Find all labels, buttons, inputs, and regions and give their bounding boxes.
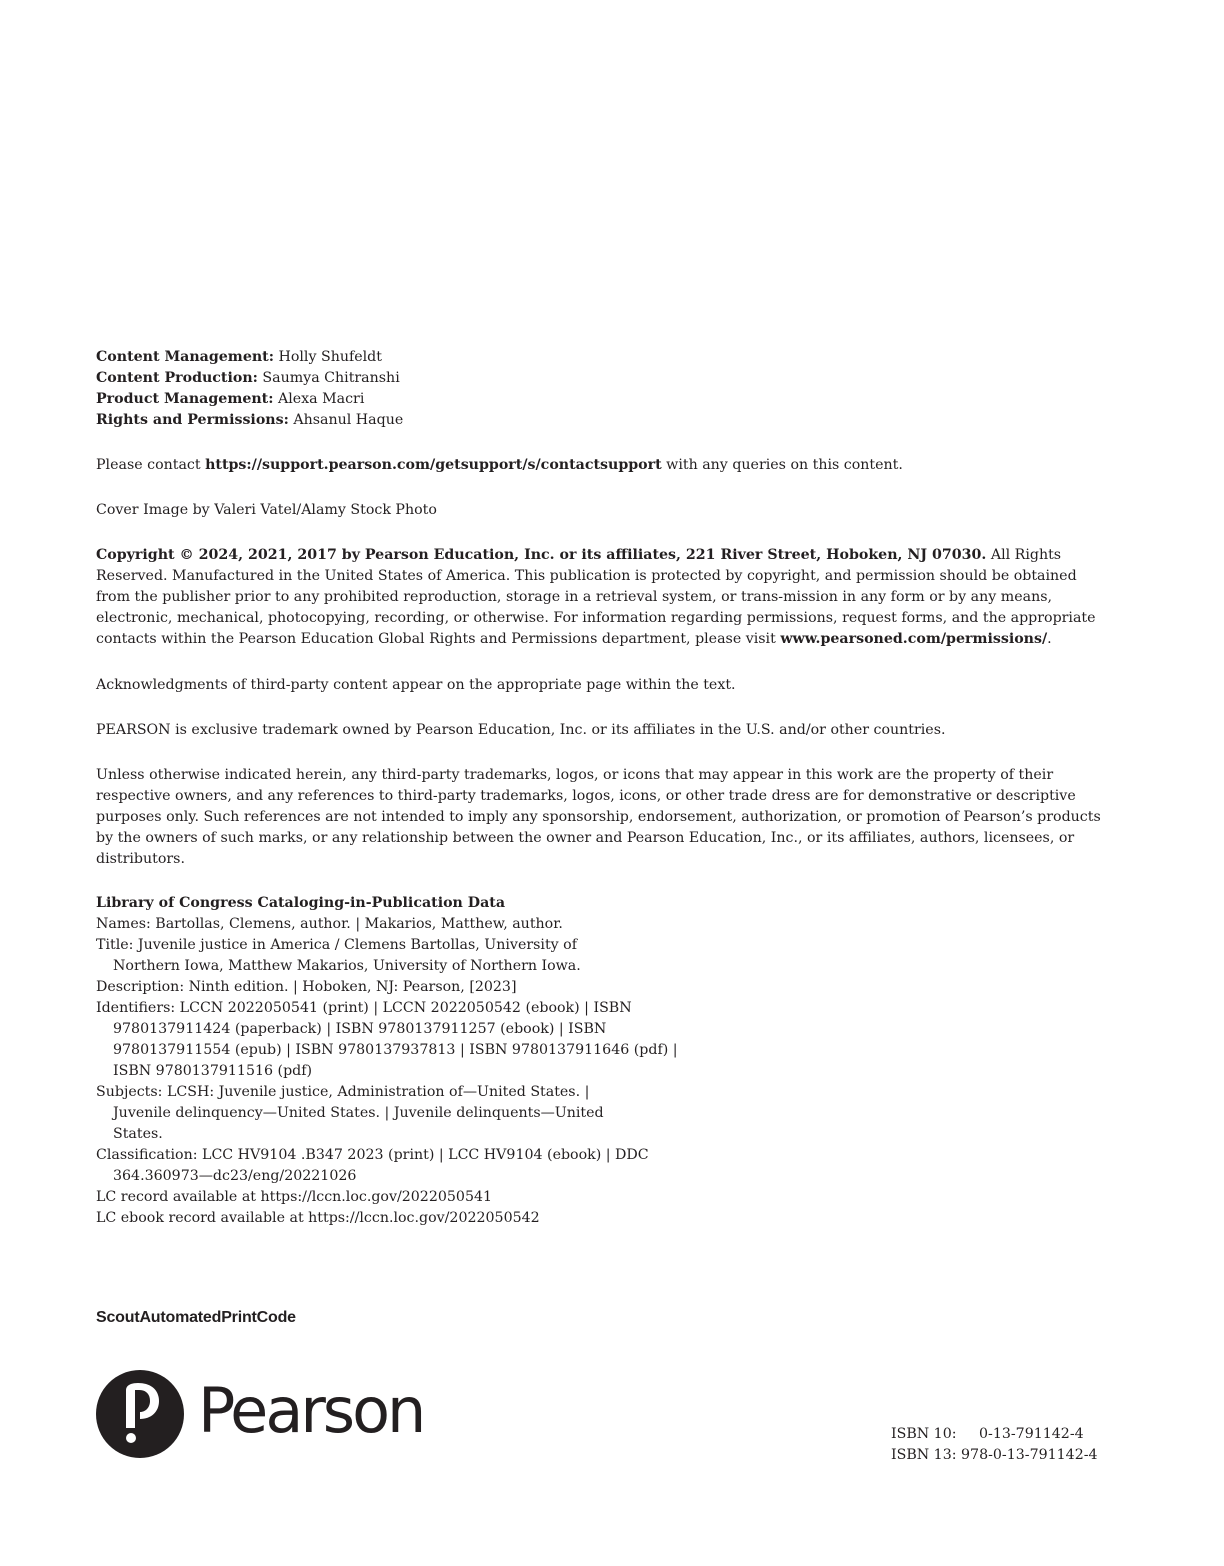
acknowledgments-paragraph: Acknowledgments of third-party content appear on the appropriate page within the text. xyxy=(96,677,736,693)
pearson-logo xyxy=(96,1366,426,1462)
isbn-block xyxy=(891,1424,1098,1466)
cip-line: LC record available at https://lccn.loc.gov/2022050541 xyxy=(96,1189,493,1205)
print-code: ScoutAutomatedPrintCode xyxy=(96,1309,296,1326)
cip-line: Description: Ninth edition. | Hoboken, NJ: Pearson, [2023] xyxy=(96,979,517,995)
cover-image-credit: Cover Image by Valeri Vatel/Alamy Stock Photo xyxy=(96,502,437,518)
support-link[interactable]: https://support.pearson.com/getsupport/s/contactsupport xyxy=(205,457,662,473)
cip-line: Names: Bartollas, Clemens, author. | Makarios, Matthew, author. xyxy=(96,916,563,932)
cip-heading: Library of Congress Cataloging-in-Publication Data xyxy=(96,895,506,911)
cip-line: 364.360973—dc23/eng/20221026 xyxy=(113,1168,357,1184)
cip-data-block xyxy=(96,893,696,1229)
contact-paragraph: Please contact https://support.pearson.com/getsupport/s/contactsupport with any queries on this content. xyxy=(96,457,903,473)
cip-line: Subjects: LCSH: Juvenile justice, Administration of—United States. | xyxy=(96,1084,590,1100)
cip-line: LC ebook record available at https://lccn.loc.gov/2022050542 xyxy=(96,1210,540,1226)
cip-line: Identifiers: LCCN 2022050541 (print) | LCCN 2022050542 (ebook) | ISBN xyxy=(96,1000,632,1016)
cip-line: States. xyxy=(113,1126,163,1142)
copyright-paragraph: Copyright © 2024, 2021, 2017 by Pearson Education, Inc. or its affiliates, 221 River Street, Hoboken, NJ 07030. All Rights Reserved. Manufactured in the United States of America. This publication is protected by copyright, and permission should be obtained from the publisher prior to any prohibited reproduction, storage in a retrieval system, or trans-mission in any form or by any means, electronic, mechanical, photocopying, recording, or otherwise. For information regarding permissions, request forms, and the appropriate contacts within the Pearson Education Global Rights and Permissions department, please visit www.pearsoned.com/permissions/. xyxy=(96,547,1096,647)
cip-line: Title: Juvenile justice in America / Clemens Bartollas, University of xyxy=(96,937,577,953)
credit-rights-permissions: Rights and Permissions: Ahsanul Haque xyxy=(96,412,404,428)
cip-line: ISBN 9780137911516 (pdf) xyxy=(113,1063,313,1079)
pearson-wordmark: Pearson xyxy=(198,1374,424,1447)
cip-line: Juvenile delinquency—United States. | Juvenile delinquents—United xyxy=(113,1105,604,1121)
credit-content-management: Content Management: Holly Shufeldt xyxy=(96,349,382,365)
permissions-link[interactable]: www.pearsoned.com/permissions/ xyxy=(780,631,1048,647)
trademark-paragraph: PEARSON is exclusive trademark owned by Pearson Education, Inc. or its affiliates in the U.S. and/or other countries. xyxy=(96,722,946,738)
third-party-paragraph: Unless otherwise indicated herein, any third-party trademarks, logos, or icons that may appear in this work are the property of their respective owners, and any references to third-party trademarks, logos, icons, or other trade dress are for demonstrative or descriptive purposes only. Such references are not intended to imply any sponsorship, endorsement, authorization, or promotion of Pearson’s products by the owners of such marks, or any relationship between the owner and Pearson Education, Inc., or its affiliates, authors, licensees, or distributors. xyxy=(96,767,1101,867)
credit-content-production: Content Production: Saumya Chitranshi xyxy=(96,370,400,386)
pearson-p-logo-icon xyxy=(96,1366,186,1462)
isbn-10: ISBN 10: 0-13-791142-4 xyxy=(891,1426,1084,1442)
cip-line: 9780137911554 (epub) | ISBN 9780137937813 | ISBN 9780137911646 (pdf) | xyxy=(113,1042,678,1058)
credit-product-management: Product Management: Alexa Macri xyxy=(96,391,365,407)
isbn-13: ISBN 13: 978-0-13-791142-4 xyxy=(891,1447,1098,1463)
credits-block xyxy=(96,347,403,431)
cip-line: 9780137911424 (paperback) | ISBN 9780137911257 (ebook) | ISBN xyxy=(113,1021,607,1037)
cip-line: Classification: LCC HV9104 .B347 2023 (print) | LCC HV9104 (ebook) | DDC xyxy=(96,1147,649,1163)
cip-line: Northern Iowa, Matthew Makarios, University of Northern Iowa. xyxy=(113,958,581,974)
